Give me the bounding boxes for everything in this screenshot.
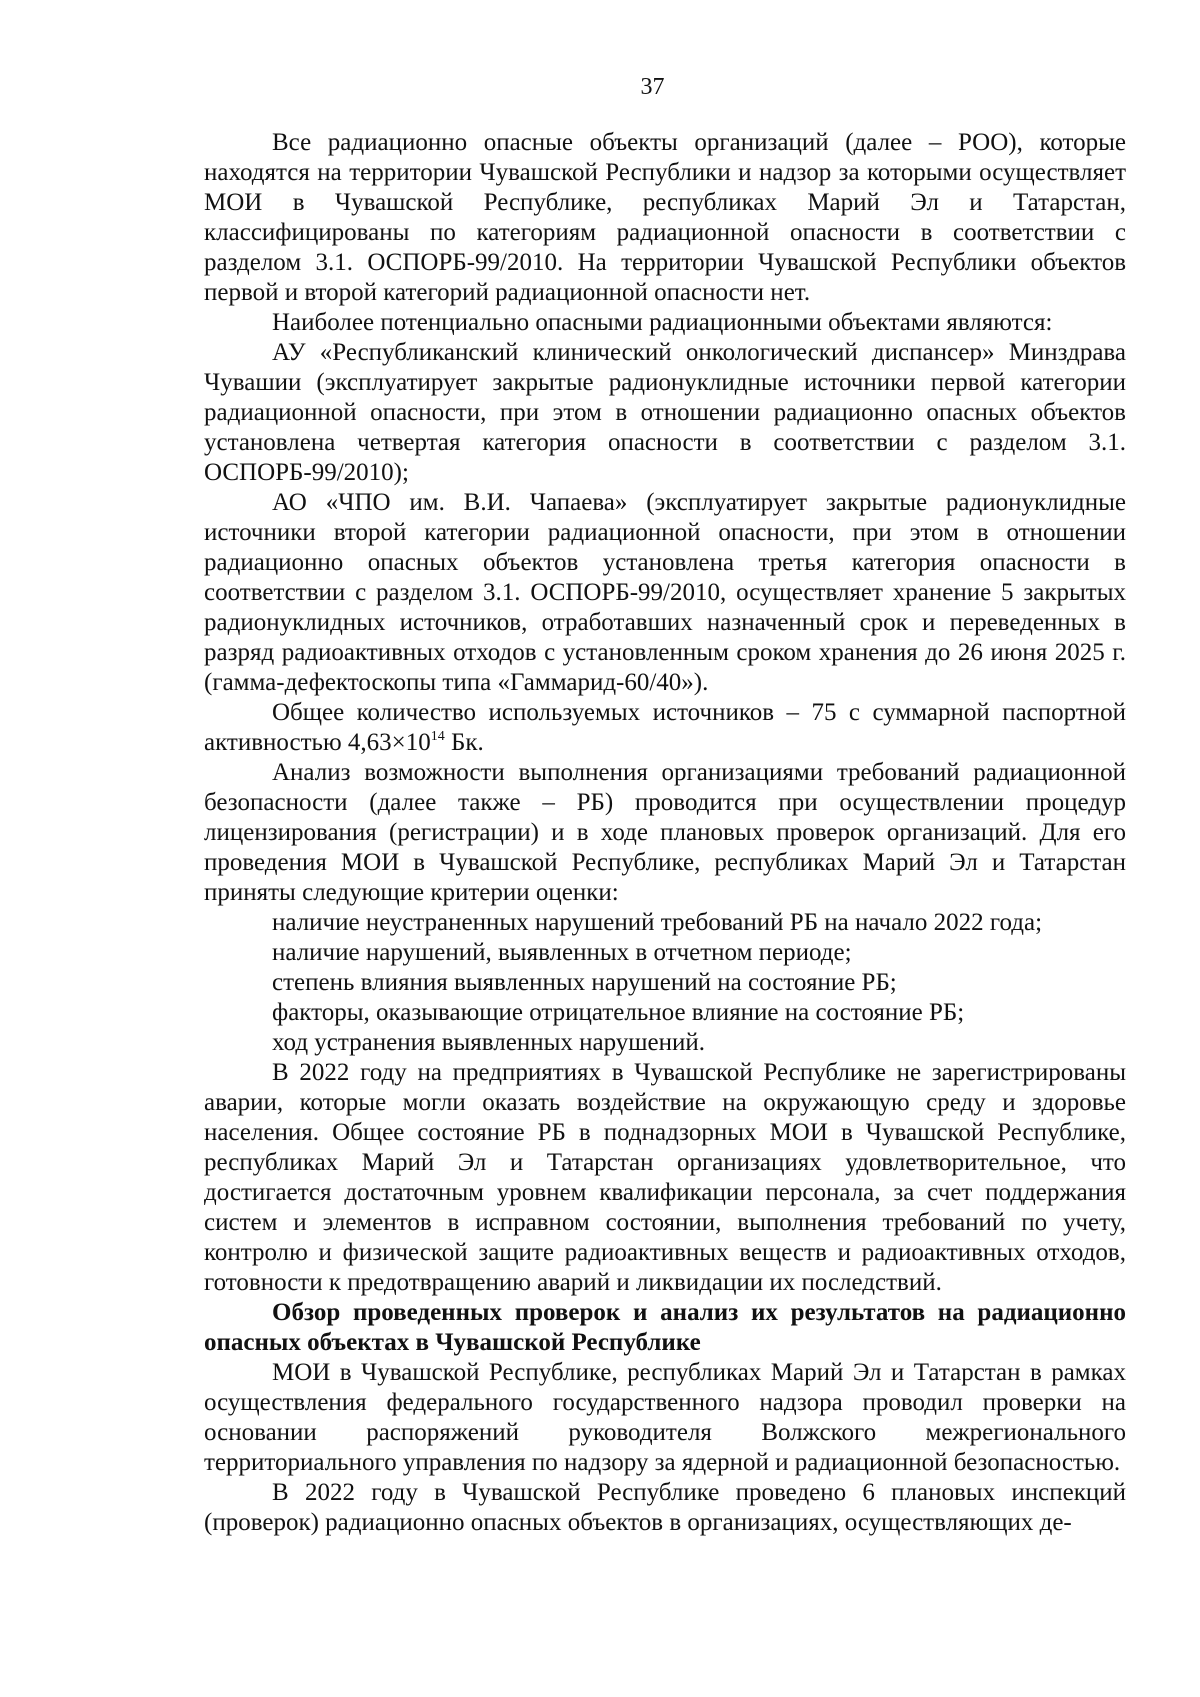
activity-unit: Бк. <box>444 729 484 756</box>
section-heading: Обзор проведенных проверок и анализ их результатов на радиационно опасных объектах в Чувашской Республике <box>204 1299 1126 1356</box>
criteria-item: наличие нарушений, выявленных в отчетном периоде; <box>272 939 852 966</box>
criteria-item: факторы, оказывающие отрицательное влияние на состояние РБ; <box>272 999 965 1026</box>
paragraph-oncology-dispensary: АУ «Республиканский клинический онкологический диспансер» Минздрава Чувашии (эксплуатирует закрытые радионуклидные источники первой категории радиационной опасности, при этом в отношении радиационно опасных объектов установлена четвертая категория опасности в соответствии с разделом 3.1. ОСПОРБ-99/2010); <box>204 339 1126 486</box>
paragraph-roo-classification: Все радиационно опасные объекты организаций (далее – РОО), которые находятся на территории Чувашской Республики и надзор за которыми осуществляет МОИ в Чувашской Республике, республиках Марий Эл и Татарстан, классифицированы по категориям радиационной опасности в соответствии с разделом 3.1. ОСПОРБ-99/2010. На территории Чувашской Республики объектов первой и второй категорий радиационной опасности нет. <box>204 129 1126 306</box>
sources-total-text: Общее количество используемых источников – 75 с суммарной паспортной активностью 4,63×10 <box>204 699 1126 756</box>
paragraph-chpo-chapaev: АО «ЧПО им. В.И. Чапаева» (эксплуатирует закрытые радионуклидные источники второй категории радиационной опасности, при этом в отношении радиационно опасных объектов установлена третья категория опасности в соответствии с разделом 3.1. ОСПОРБ-99/2010, осуществляет хранение 5 закрытых радионуклидных источников, отработавших назначенный срок и переведенных в разряд радиоактивных отходов с установленным сроком хранения до 26 июня 2025 г. (гамма-дефектоскопы типа «Гаммарид-60/40»). <box>204 489 1126 696</box>
paragraph-safety-analysis: Анализ возможности выполнения организациями требований радиационной безопасности (далее также – РБ) проводится при осуществлении процедур лицензирования (регистрации) и в ходе плановых проверок организаций. Для его проведения МОИ в Чувашской Республике, республиках Марий Эл и Татарстан приняты следующие критерии оценки: <box>204 759 1126 906</box>
activity-exponent: 14 <box>430 729 445 744</box>
paragraph-planned-inspections: В 2022 году в Чувашской Республике проведено 6 плановых инспекций (проверок) радиационно опасных объектов в организациях, осуществляющих де- <box>204 1479 1126 1536</box>
body-text <box>204 128 1126 1538</box>
paragraph-most-dangerous-intro: Наиболее потенциально опасными радиационными объектами являются: <box>272 309 1053 336</box>
paragraph-sources-total <box>204 698 1126 758</box>
criteria-item: наличие неустраненных нарушений требований РБ на начало 2022 года; <box>272 909 1043 936</box>
criteria-item: ход устранения выявленных нарушений. <box>272 1029 706 1056</box>
paragraph-federal-supervision: МОИ в Чувашской Республике, республиках Марий Эл и Татарстан в рамках осуществления федерального государственного надзора проводил проверки на основании распоряжений руководителя Волжского межрегионального территориального управления по надзору за ядерной и радиационной безопасностью. <box>204 1359 1126 1476</box>
criteria-item: степень влияния выявленных нарушений на состояние РБ; <box>272 969 897 996</box>
page-number: 37 <box>640 74 665 100</box>
paragraph-no-accidents-2022: В 2022 году на предприятиях в Чувашской Республике не зарегистрированы аварии, которые могли оказать воздействие на окружающую среду и здоровье населения. Общее состояние РБ в поднадзорных МОИ в Чувашской Республике, республиках Марий Эл и Татарстан организациях удовлетворительное, что достигается достаточным уровнем квалификации персонала, за счет поддержания систем и элементов в исправном состоянии, выполнения требований по учету, контролю и физической защите радиоактивных веществ и радиоактивных отходов, готовности к предотвращению аварий и ликвидации их последствий. <box>204 1059 1126 1296</box>
